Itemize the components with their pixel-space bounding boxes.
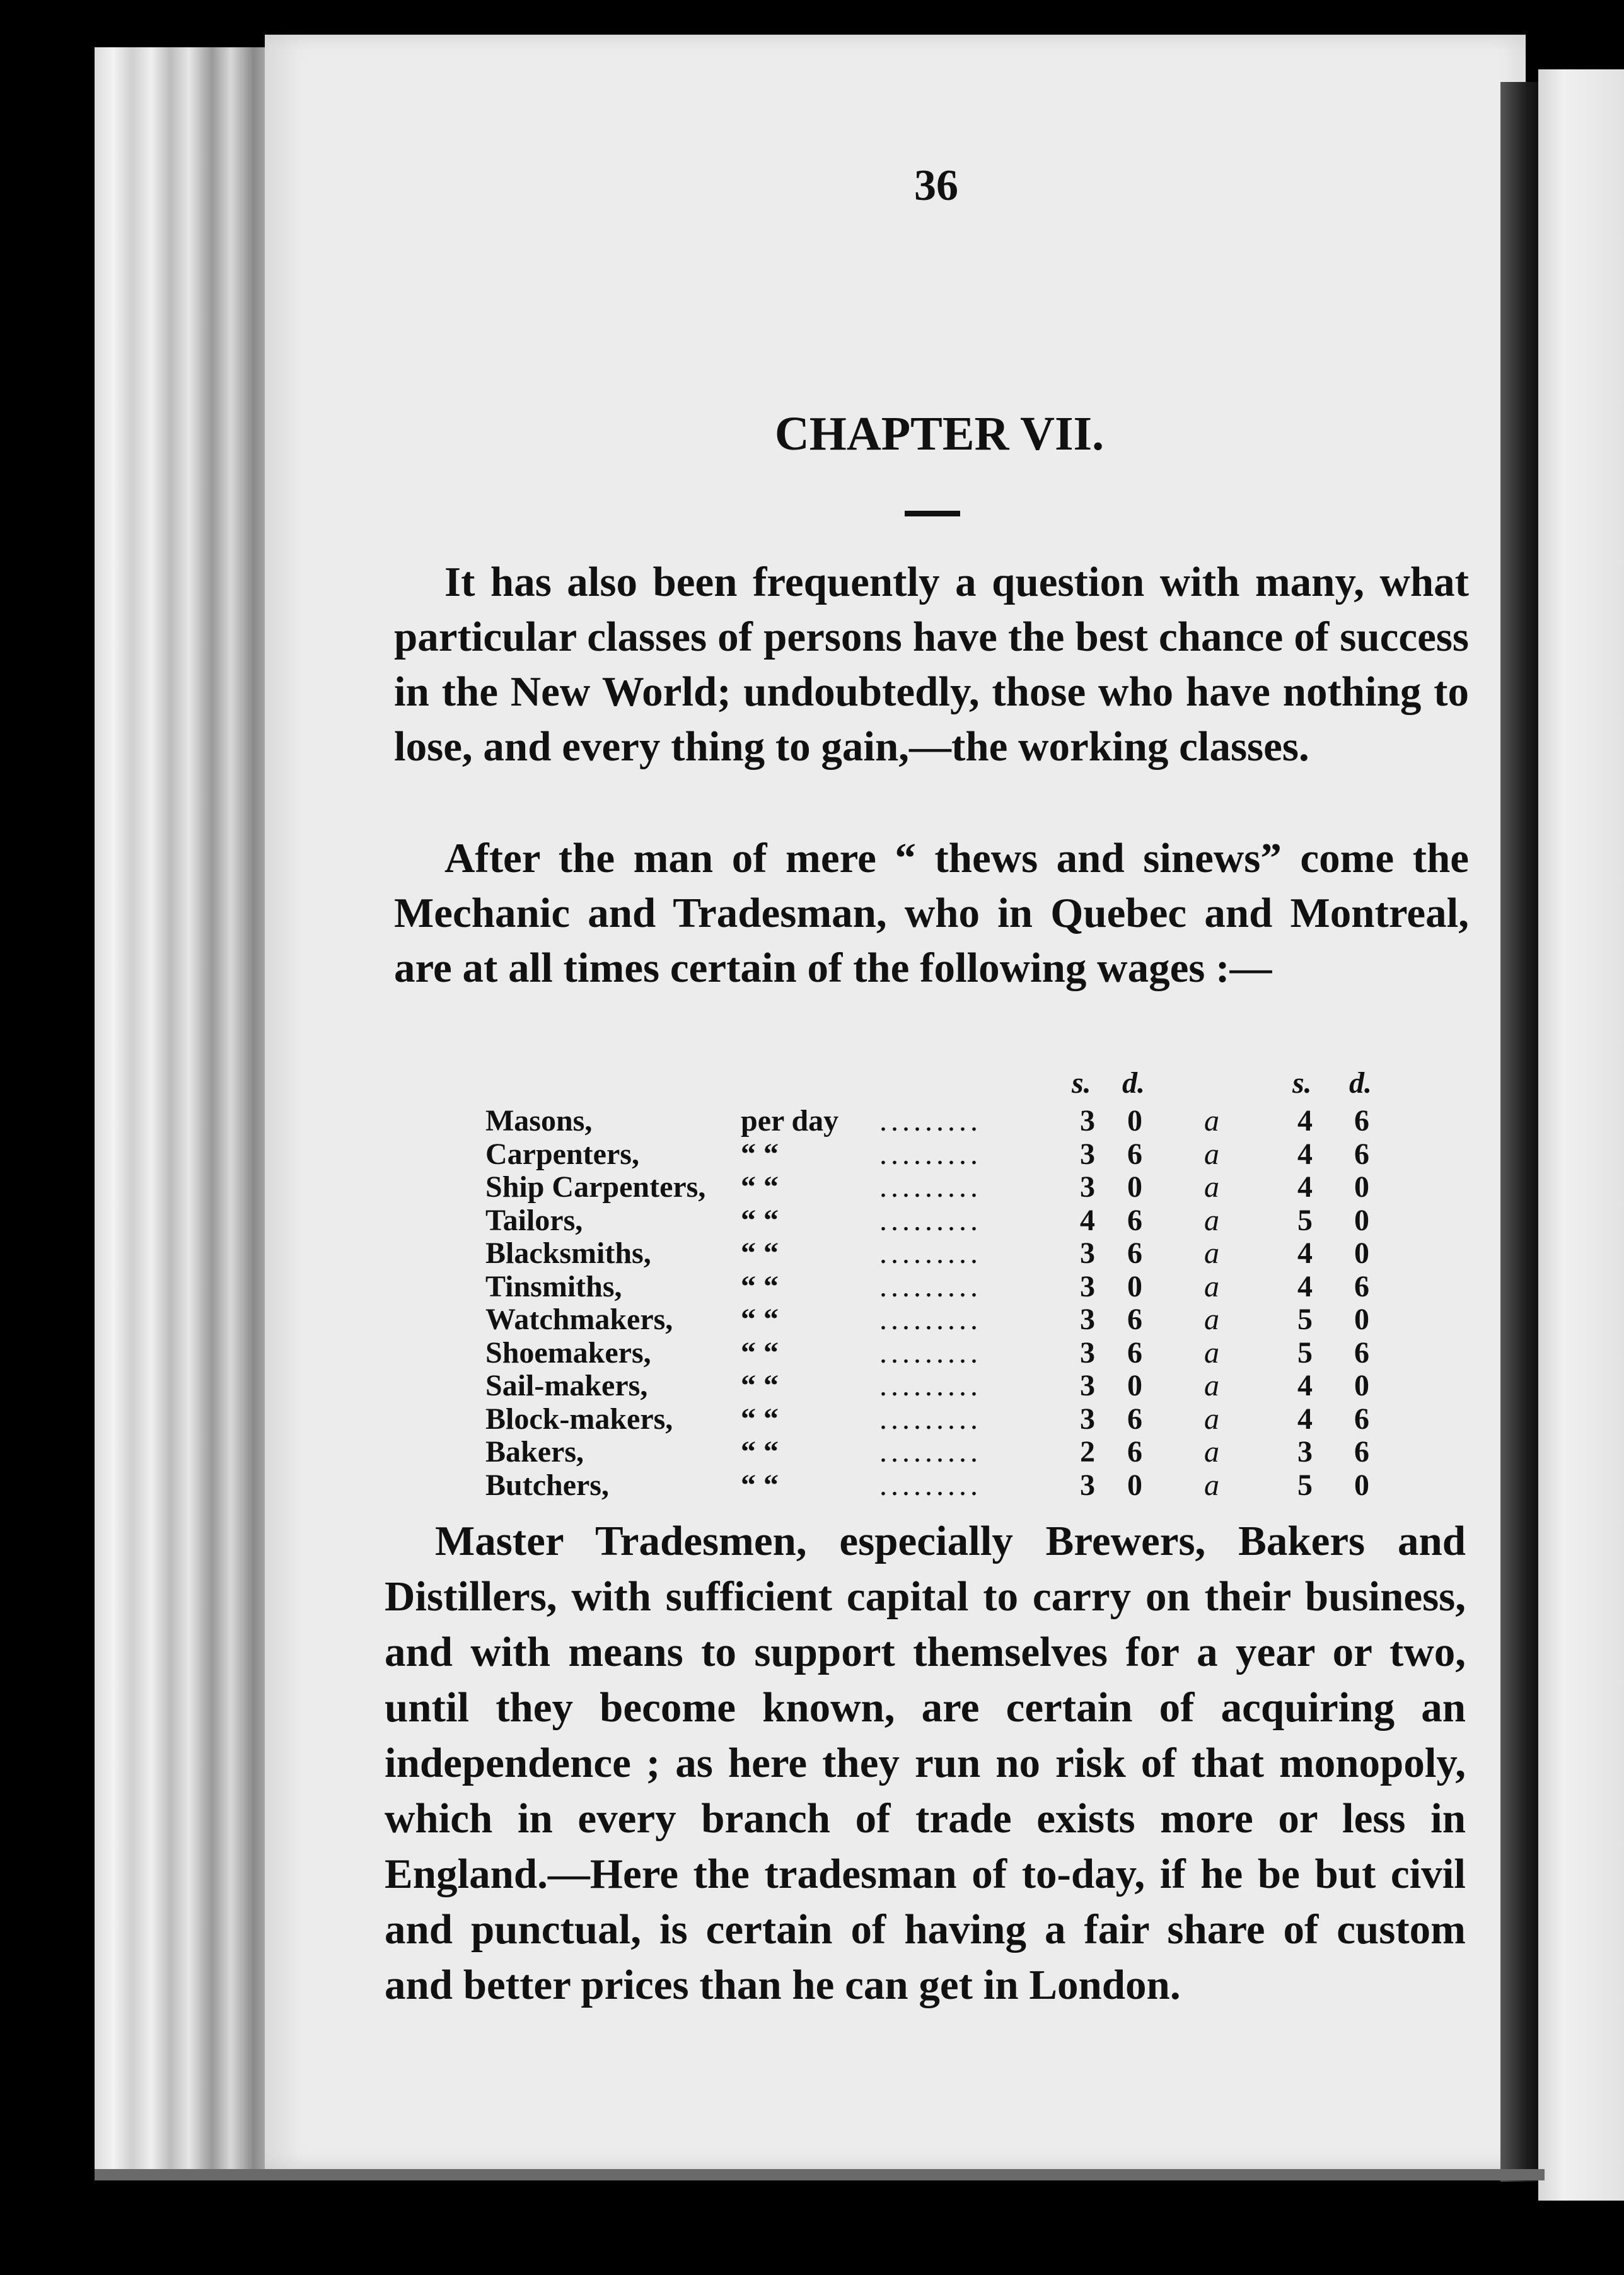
- leader-dots: .........: [879, 1335, 982, 1370]
- leader-dots: .........: [879, 1236, 982, 1270]
- low-pence: 6: [1127, 1236, 1142, 1270]
- rate-basis: “ “: [741, 1170, 779, 1204]
- table-row: [485, 1237, 1400, 1270]
- range-separator: a: [1204, 1104, 1219, 1138]
- leader-dots: .........: [879, 1269, 982, 1303]
- high-shillings: 4: [1297, 1137, 1313, 1171]
- range-separator: a: [1204, 1236, 1219, 1270]
- table-row: [485, 1271, 1400, 1303]
- range-separator: a: [1204, 1402, 1219, 1436]
- trade-name: Block-makers,: [485, 1402, 673, 1436]
- range-separator: a: [1204, 1468, 1219, 1502]
- paragraph-2: After the man of mere “ thews and sinews” come the Mechanic and Tradesman, who in Quebec and Montreal, are at all times certain of the following wages :—: [394, 835, 1469, 991]
- table-row: [485, 1171, 1400, 1204]
- range-separator: a: [1204, 1335, 1219, 1370]
- low-shillings: 3: [1080, 1369, 1095, 1402]
- low-shillings: 3: [1080, 1335, 1095, 1370]
- low-pence: 6: [1127, 1137, 1142, 1171]
- pence-header-high: d.: [1349, 1066, 1372, 1100]
- low-pence: 6: [1127, 1435, 1142, 1469]
- low-shillings: 3: [1080, 1137, 1095, 1171]
- high-shillings: 4: [1297, 1402, 1313, 1436]
- trade-name: Bakers,: [485, 1435, 584, 1469]
- chapter-title: CHAPTER VII.: [774, 407, 1105, 460]
- low-pence: 6: [1127, 1303, 1142, 1336]
- leader-dots: .........: [879, 1170, 982, 1204]
- low-shillings: 3: [1080, 1236, 1095, 1270]
- high-pence: 0: [1354, 1203, 1369, 1237]
- rate-basis: “ “: [741, 1303, 779, 1336]
- high-shillings: 4: [1297, 1369, 1313, 1402]
- low-pence: 0: [1127, 1468, 1142, 1502]
- high-shillings: 4: [1297, 1269, 1313, 1303]
- rate-basis: “ “: [741, 1236, 779, 1270]
- high-pence: 6: [1354, 1269, 1369, 1303]
- trade-name: Tailors,: [485, 1203, 583, 1237]
- book-page-edges: [95, 47, 284, 2172]
- low-pence: 0: [1127, 1269, 1142, 1303]
- trade-name: Blacksmiths,: [485, 1236, 651, 1270]
- high-pence: 6: [1354, 1335, 1369, 1370]
- high-shillings: 5: [1297, 1303, 1313, 1336]
- low-shillings: 3: [1080, 1303, 1095, 1336]
- table-row: [485, 1469, 1400, 1502]
- paragraph-1: It has also been frequently a question with many, what particular classes of persons have the best chance of success in the New World; undoubtedly, those who have nothing to lose, and every thing to gain,—the working classes.: [394, 559, 1469, 770]
- trade-name: Sail-makers,: [485, 1369, 648, 1402]
- table-row: [485, 1370, 1400, 1402]
- page-bottom-shadow: [95, 2169, 1545, 2180]
- opposite-page-edge: [1538, 69, 1624, 2201]
- rate-basis: “ “: [741, 1335, 779, 1370]
- low-pence: 6: [1127, 1203, 1142, 1237]
- table-row: [485, 1138, 1400, 1171]
- high-pence: 0: [1354, 1303, 1369, 1336]
- trade-name: Tinsmiths,: [485, 1269, 622, 1303]
- high-pence: 0: [1354, 1170, 1369, 1204]
- low-pence: 0: [1127, 1170, 1142, 1204]
- low-shillings: 4: [1080, 1203, 1095, 1237]
- high-pence: 6: [1354, 1435, 1369, 1469]
- title-rule: [905, 511, 960, 516]
- high-pence: 0: [1354, 1236, 1369, 1270]
- rate-basis: “ “: [741, 1137, 779, 1171]
- paragraph-3: Master Tradesmen, especially Brewers, Bakers and Distillers, with sufficient capital to carry on their business, and with means to support themselves for a year or two, until they become known, are certain of acquiring an independence ; as here they run no risk of that monopoly, which in every branch of trade exists more or less in England.—Here the tradesman of to-day, if he be but civil and punctual, is certain of having a fair share of custom and better prices than he can get in London.: [385, 1518, 1466, 2008]
- range-separator: a: [1204, 1435, 1219, 1469]
- leader-dots: .........: [879, 1435, 982, 1469]
- leader-dots: .........: [879, 1203, 982, 1237]
- leader-dots: .........: [879, 1303, 982, 1336]
- page-number: 36: [914, 161, 958, 210]
- low-shillings: 2: [1080, 1435, 1095, 1469]
- trade-name: Watchmakers,: [485, 1303, 673, 1336]
- rate-basis: “ “: [741, 1468, 779, 1502]
- trade-name: Shoemakers,: [485, 1335, 651, 1370]
- table-row: [485, 1303, 1400, 1336]
- high-shillings: 5: [1297, 1203, 1313, 1237]
- high-shillings: 4: [1297, 1170, 1313, 1204]
- leader-dots: .........: [879, 1137, 982, 1171]
- shillings-header-high: s.: [1292, 1066, 1312, 1100]
- table-row: [485, 1337, 1400, 1370]
- leader-dots: .........: [879, 1369, 982, 1402]
- wages-table: [485, 1066, 1400, 1513]
- low-pence: 0: [1127, 1104, 1142, 1138]
- low-pence: 0: [1127, 1369, 1142, 1402]
- low-pence: 6: [1127, 1335, 1142, 1370]
- table-row: [485, 1403, 1400, 1436]
- trade-name: Butchers,: [485, 1468, 609, 1502]
- rate-basis: “ “: [741, 1369, 779, 1402]
- leader-dots: .........: [879, 1104, 982, 1138]
- range-separator: a: [1204, 1269, 1219, 1303]
- trade-name: Ship Carpenters,: [485, 1170, 706, 1204]
- rate-basis: “ “: [741, 1203, 779, 1237]
- trade-name: Masons,: [485, 1104, 593, 1138]
- high-pence: 6: [1354, 1104, 1369, 1138]
- high-shillings: 5: [1297, 1335, 1313, 1370]
- low-pence: 6: [1127, 1402, 1142, 1436]
- low-shillings: 3: [1080, 1402, 1095, 1436]
- high-shillings: 4: [1297, 1104, 1313, 1138]
- range-separator: a: [1204, 1369, 1219, 1402]
- range-separator: a: [1204, 1170, 1219, 1204]
- rate-basis: “ “: [741, 1435, 779, 1469]
- leader-dots: .........: [879, 1468, 982, 1502]
- high-shillings: 5: [1297, 1468, 1313, 1502]
- low-shillings: 3: [1080, 1104, 1095, 1138]
- low-shillings: 3: [1080, 1468, 1095, 1502]
- shillings-header: s.: [1072, 1066, 1091, 1100]
- range-separator: a: [1204, 1203, 1219, 1237]
- high-pence: 0: [1354, 1468, 1369, 1502]
- low-shillings: 3: [1080, 1269, 1095, 1303]
- high-pence: 6: [1354, 1137, 1369, 1171]
- table-row: [485, 1436, 1400, 1469]
- high-shillings: 3: [1297, 1435, 1313, 1469]
- rate-basis: “ “: [741, 1402, 779, 1436]
- low-shillings: 3: [1080, 1170, 1095, 1204]
- rate-basis: per day: [741, 1104, 839, 1138]
- rate-basis: “ “: [741, 1269, 779, 1303]
- leader-dots: .........: [879, 1402, 982, 1436]
- high-shillings: 4: [1297, 1236, 1313, 1270]
- range-separator: a: [1204, 1137, 1219, 1171]
- range-separator: a: [1204, 1303, 1219, 1336]
- high-pence: 6: [1354, 1402, 1369, 1436]
- pence-header: d.: [1122, 1066, 1145, 1100]
- trade-name: Carpenters,: [485, 1137, 639, 1171]
- table-row: [485, 1204, 1400, 1237]
- table-row: [485, 1105, 1400, 1138]
- high-pence: 0: [1354, 1369, 1369, 1402]
